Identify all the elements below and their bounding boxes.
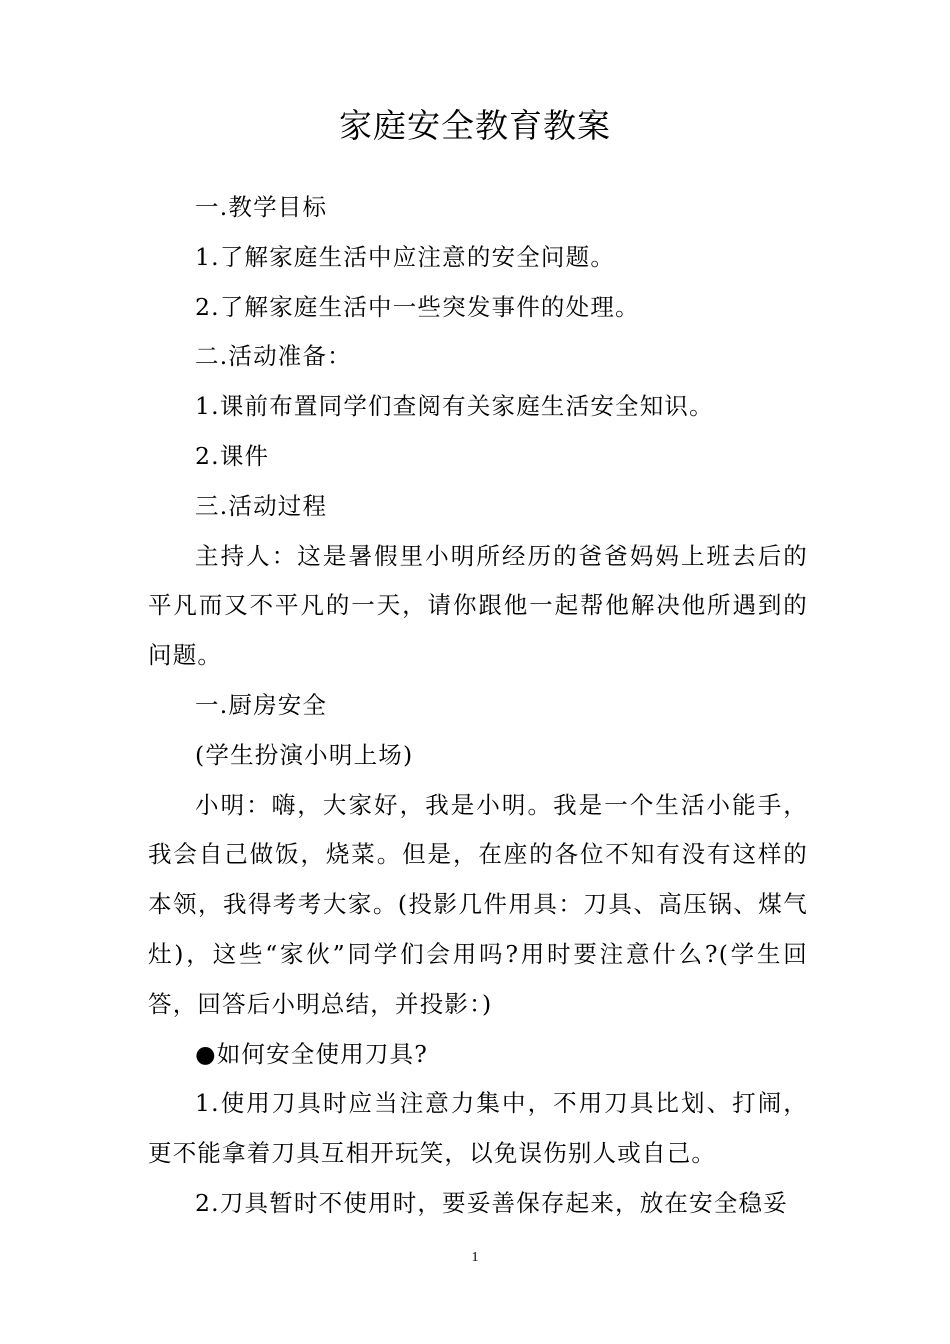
section-heading-preparation: 二.活动准备： bbox=[195, 342, 352, 371]
paragraph: 1.了解家庭生活中应注意的安全问题。 bbox=[195, 242, 616, 271]
paragraph: 小明：嗨，大家好，我是小明。我是一个生活小能手，我会自己做饭，烧菜。但是，在座的各位不知有没有这样的本领，我得考考大家。(投影几件用具：刀具、高压锅、煤气灶)，这些“家伙”同学们会用吗?用时要注意什么?(学生回答，回答后小明总结，并投影：) bbox=[148, 790, 808, 1018]
paragraph: 1.使用刀具时应当注意力集中，不用刀具比划、打闹，更不能拿着刀具互相开玩笑，以免误伤别人或自己。 bbox=[148, 1089, 808, 1168]
paragraph: (学生扮演小明上场) bbox=[195, 740, 414, 769]
paragraph: 2.刀具暂时不使用时，要妥善保存起来，放在安全稳妥 bbox=[195, 1188, 788, 1217]
page-number: 1 bbox=[471, 1250, 479, 1265]
section-heading-goals: 一.教学目标 bbox=[195, 193, 328, 221]
section-heading-process: 三.活动过程 bbox=[195, 491, 328, 520]
document-body bbox=[148, 183, 808, 1229]
document-title: 家庭安全教育教案 bbox=[339, 106, 611, 145]
paragraph: 1.课前布置同学们查阅有关家庭生活安全知识。 bbox=[195, 392, 714, 421]
section-heading-kitchen: 一.厨房安全 bbox=[195, 690, 328, 719]
paragraph: 2.课件 bbox=[195, 441, 270, 470]
bullet-heading: ●如何安全使用刀具? bbox=[195, 1039, 429, 1068]
paragraph: 2.了解家庭生活中一些突发事件的处理。 bbox=[195, 292, 640, 321]
paragraph: 主持人：这是暑假里小明所经历的爸爸妈妈上班去后的平凡而又不平凡的一天，请你跟他一起帮他解决他所遇到的问题。 bbox=[148, 541, 808, 670]
